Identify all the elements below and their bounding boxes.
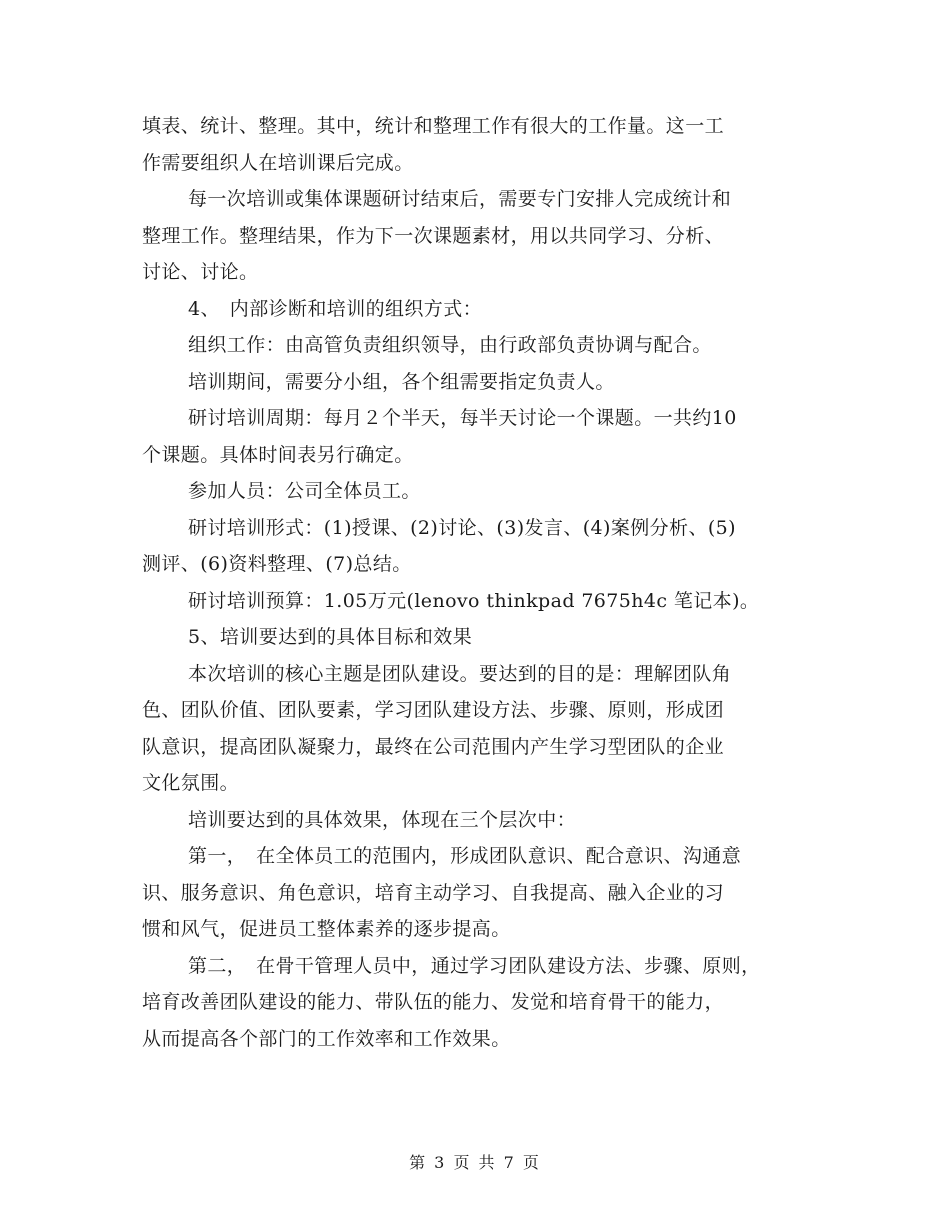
text-line: 填表、统计、整理。其中，统计和整理工作有很大的工作量。这一工	[142, 115, 725, 137]
text-line: 本次培训的核心主题是团队建设。要达到的目的是：理解团队角	[188, 662, 732, 685]
text-line: 研讨培训周期：每月２个半天，每半天讨论一个课题。一共约10	[188, 407, 737, 429]
text-line: 参加人员：公司全体员工。	[188, 480, 421, 502]
text-line: 培训要达到的具体效果，体现在三个层次中：	[188, 808, 577, 831]
text-line: 个课题。具体时间表另行确定。	[142, 443, 414, 466]
text-line: 培育改善团队建设的能力、带队伍的能力、发觉和培育骨干的能力，	[142, 991, 725, 1013]
page-number-footer: 第 3 页 共 7 页	[409, 1153, 541, 1172]
text-line: 识、服务意识、角色意识，培育主动学习、自我提高、融入企业的习	[142, 881, 725, 904]
text-line: 培训期间，需要分小组，各个组需要指定负责人。	[188, 370, 615, 393]
text-line: 研讨培训形式：(1)授课、(2)讨论、(3)发言、(4)案例分析、(5)	[188, 516, 736, 539]
text-line: 从而提高各个部门的工作效率和工作效果。	[142, 1027, 511, 1050]
text-line: 4、 内部诊断和培训的组织方式：	[188, 297, 482, 320]
text-line: 色、团队价值、团队要素，学习团队建设方法、步骤、原则，形成团	[142, 699, 725, 721]
document-body	[142, 108, 810, 1057]
text-line: 惯和风气，促进员工整体素养的逐步提高。	[142, 918, 511, 940]
text-line: 研讨培训预算：1.05万元(lenovo thinkpad 7675h4c 笔记本)。	[188, 589, 760, 612]
text-line: 每一次培训或集体课题研讨结束后，需要专门安排人完成统计和	[188, 188, 732, 210]
text-line: 整理工作。整理结果，作为下一次课题素材，用以共同学习、分析、	[142, 224, 725, 247]
text-line: 第一， 在全体员工的范围内，形成团队意识、配合意识、沟通意	[188, 845, 742, 867]
text-line: 5、培训要达到的具体目标和效果	[188, 626, 473, 648]
text-line: 作需要组织人在培训课后完成。	[142, 151, 414, 174]
text-line: 文化氛围。	[142, 772, 240, 794]
text-line: 第二， 在骨干管理人员中，通过学习团队建设方法、步骤、原则，	[188, 954, 761, 977]
text-line: 讨论、讨论。	[142, 261, 259, 283]
text-line: 测评、(6)资料整理、(7)总结。	[142, 553, 412, 575]
text-line: 队意识，提高团队凝聚力，最终在公司范围内产生学习型团队的企业	[142, 735, 725, 758]
text-line: 组织工作：由高管负责组织领导，由行政部负责协调与配合。	[188, 334, 712, 356]
